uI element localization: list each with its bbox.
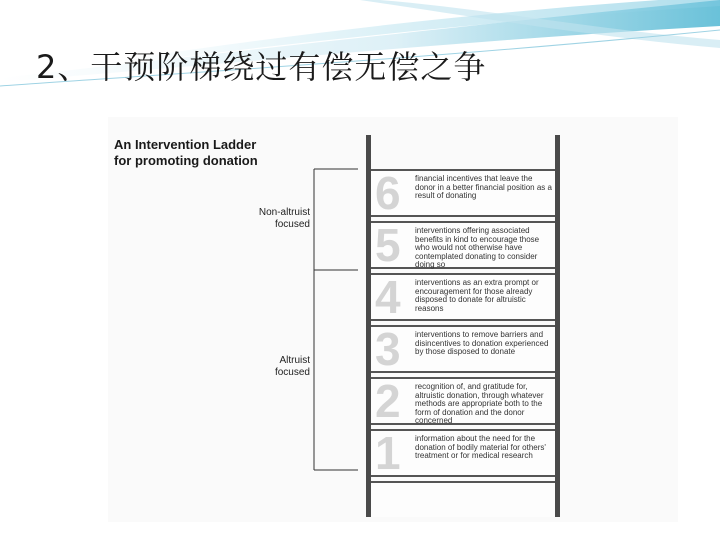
rung-description: interventions to remove barriers and disincentives to donation experienced by those disposed to donate	[415, 330, 549, 357]
figure-title-line2: for promoting donation	[114, 153, 258, 168]
ladder-rung-2	[371, 377, 555, 425]
rung-description: interventions as an extra prompt or encouragement for those already disposed to donate for altruistic reasons	[415, 278, 539, 313]
figure-title-line1: An Intervention Ladder	[114, 137, 257, 152]
rung-description: interventions offering associated benefits in kind to encourage those who would not otherwise have contemplated donating to consider doing so	[415, 226, 540, 270]
rung-number: 5	[375, 219, 401, 271]
slide-title: 2、干预阶梯绕过有偿无偿之争	[36, 48, 487, 86]
intervention-ladder-figure	[108, 117, 678, 522]
ladder-rung-1	[371, 429, 555, 477]
rung-number: 1	[375, 427, 401, 479]
rung-number: 2	[375, 375, 401, 427]
ladder-rung-5	[371, 221, 555, 269]
rung-description: recognition of, and gratitude for, altruistic donation, through whatever methods are appropriate both to the form of donation and the donor concerned	[415, 382, 544, 426]
altruist-label-line1: Altruist	[279, 355, 310, 366]
ladder-rung-4	[371, 273, 555, 321]
ladder	[366, 135, 560, 517]
rung-description: financial incentives that leave the donor in a better financial position as a result of donating	[415, 174, 552, 201]
rung-number: 6	[375, 167, 401, 219]
ladder-rung-6	[371, 169, 555, 217]
rung-number: 4	[375, 271, 401, 323]
altruist-label	[200, 355, 310, 379]
altruist-label-line2: focused	[274, 367, 310, 378]
non-altruist-label-line1: Non-altruist	[258, 207, 310, 218]
ladder-rung-3	[371, 325, 555, 373]
ladder-rung-empty	[371, 481, 555, 517]
non-altruist-label-line2: focused	[274, 219, 310, 230]
rung-number: 3	[375, 323, 401, 375]
rung-description: information about the need for the donation of bodily material for others' treatment or for medical research	[415, 434, 546, 461]
non-altruist-label	[200, 207, 310, 231]
